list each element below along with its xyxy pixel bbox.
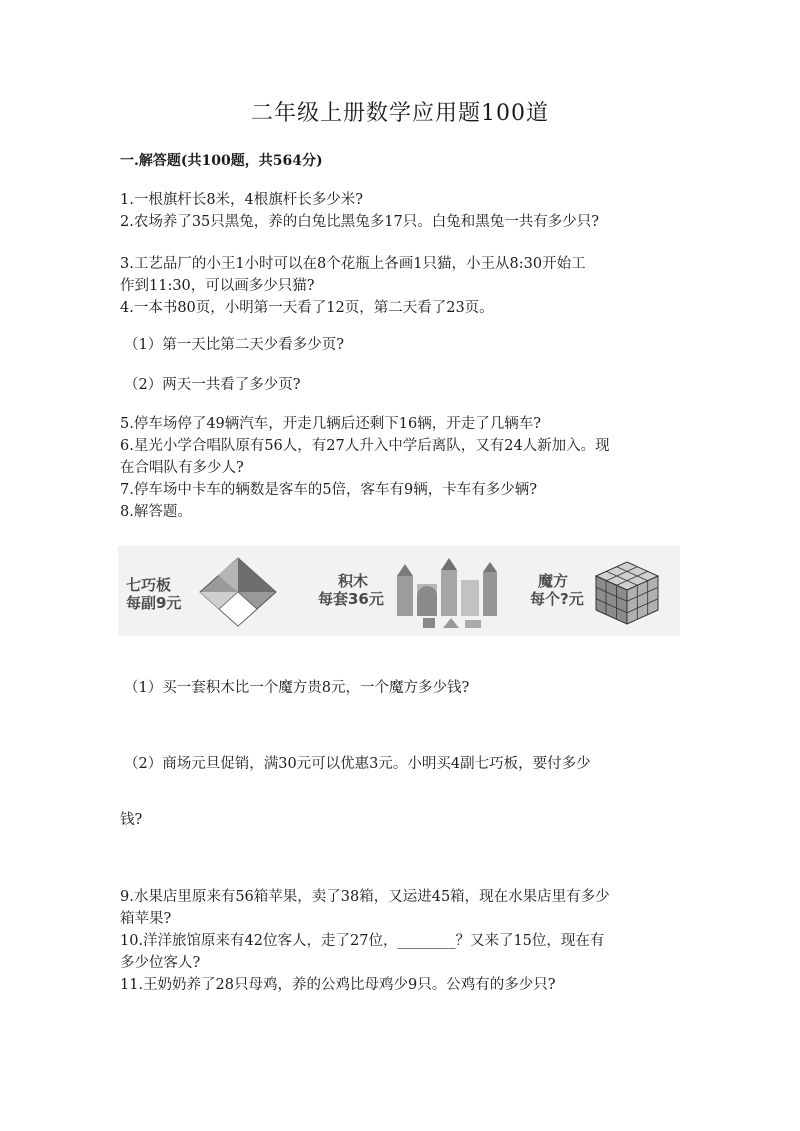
tangram-image	[198, 556, 278, 628]
question-4-part-1: （1）第一天比第二天少看多少页?	[124, 337, 344, 353]
question-8-part-1: （1）买一套积木比一个魔方贵8元，一个魔方多少钱?	[124, 680, 470, 696]
question-7: 7.停车场中卡车的辆数是客车的5倍，客车有9辆，卡车有多少辆?	[120, 482, 538, 498]
question-10-line-2: 多少位客人?	[120, 955, 201, 971]
question-8-part-2-line-1: （2）商场元旦促销，满30元可以优惠3元。小明买4副七巧板，要付多少	[124, 756, 591, 772]
question-4-part-2: （2）两天一共看了多少页?	[124, 377, 301, 393]
question-2: 2.农场养了35只黑兔，养的白兔比黑兔多17只。白兔和黑兔一共有多少只?	[120, 214, 600, 230]
cube-name: 魔方	[538, 572, 569, 590]
tangram-name: 七巧板	[126, 576, 172, 594]
tangram-label	[126, 576, 181, 612]
cube-label	[530, 572, 584, 608]
question-8: 8.解答题。	[120, 504, 192, 520]
blocks-price: 每套36元	[318, 590, 384, 608]
question-8-part-2-line-2: 钱?	[120, 812, 143, 828]
page-title: 二年级上册数学应用题100道	[251, 101, 549, 126]
blocks-label	[318, 572, 384, 608]
question-4: 4.一本书80页，小明第一天看了12页，第二天看了23页。	[120, 300, 494, 316]
question-3-line-1: 3.工艺品厂的小王1小时可以在8个花瓶上各画1只猫，小王从8:30开始工	[120, 256, 586, 272]
question-6-line-2: 在合唱队有多少人?	[120, 460, 244, 476]
question-1: 1.一根旗杆长8米，4根旗杆长多少米?	[120, 192, 364, 208]
question-3-line-2: 作到11:30，可以画多少只猫?	[120, 278, 315, 294]
question-10-line-1: 10.洋洋旅馆原来有42位客人，走了27位，________？又来了15位，现在有	[120, 933, 605, 949]
question-9-line-2: 箱苹果?	[120, 911, 172, 927]
tangram-price: 每副9元	[126, 594, 182, 612]
rubiks-cube-image	[592, 558, 662, 628]
question-11: 11.王奶奶养了28只母鸡，养的公鸡比母鸡少9只。公鸡有的多少只?	[120, 977, 556, 993]
section-heading: 一.解答题(共100题，共564分)	[120, 153, 323, 169]
blocks-name: 积木	[338, 572, 369, 590]
question-6-line-1: 6.星光小学合唱队原有56人，有27人升入中学后离队，又有24人新加入。现	[120, 438, 610, 454]
cube-price: 每个?元	[530, 590, 584, 608]
price-figure	[118, 546, 680, 636]
blocks-image	[393, 554, 503, 632]
question-5: 5.停车场停了49辆汽车，开走几辆后还剩下16辆，开走了几辆车?	[120, 416, 542, 432]
question-9-line-1: 9.水果店里原来有56箱苹果，卖了38箱，又运进45箱，现在水果店里有多少	[120, 889, 610, 905]
